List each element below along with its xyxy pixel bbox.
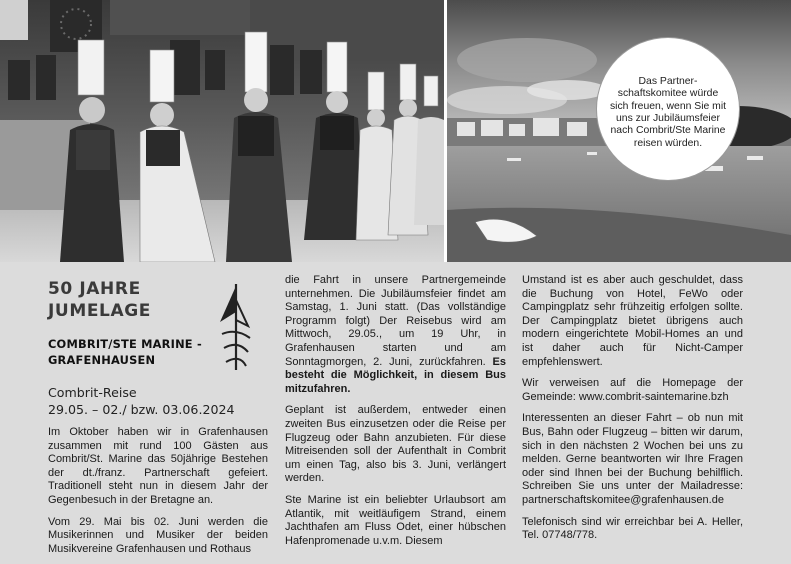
photo-strip (0, 0, 791, 262)
article-subtitle: COMBRIT/STE MARINE - GRAFENHAUSEN (48, 337, 202, 367)
column-2 (285, 274, 506, 556)
badge-text: Das Partnerschaftskomitee würde sich freuen, wenn Sie mit uns zur Jubiläumsfeier nach Combrit/Ste Marine reisen würden. (609, 75, 727, 149)
paragraph: Interessenten an dieser Fahrt – ob nun mit Bus, Bahn oder Flugzeug – bitten wir darum, sich in den nächsten 2 Wochen bei uns zu melden. Gerne beantworten wir Ihre Fragen oder sind Ihnen bei der Buchung behilflich. Schreiben Sie uns unter der Mailadresse: partnerschaftskomitee@grafenhausen.de (522, 412, 743, 506)
trip-label: Combrit-Reise (48, 385, 137, 400)
bold-callout: Es besteht die Möglichkeit, in diesem Bus mitzufahren. (285, 355, 507, 395)
jumelage-logo-icon (212, 282, 256, 374)
paragraph (285, 274, 506, 396)
paragraph: Ste Marine ist ein beliebter Urlaubsort am Atlantik, mit weitläufigem Strand, einem Jachthafen am Fluss Odet, einer hübschen Hafenpromenade u.v.m. Diesem (285, 493, 506, 547)
column-3 (522, 274, 743, 551)
trip-dates: 29.05. – 02./ bzw. 03.06.2024 (48, 402, 235, 417)
paragraph: Umstand ist es aber auch geschuldet, dass die Buchung von Hotel, FeWo oder Campingplatz sehr frühzeitig erfolgen sollte. Der Campingplatz bietet übrigens auch modern eingerichtete Mobil-Homes an und ist daher auch für Nicht-Camper empfehlenswert. (522, 274, 743, 368)
paragraph: Telefonisch sind wir erreichbar bei A. Heller, Tel. 07748/778. (522, 515, 743, 542)
paragraph: Geplant ist außerdem, entweder einen zweiten Bus einzusetzen oder die Reise per Flugzeug oder Bahn anzubieten. Für diese Mitreisenden soll der Aufenthalt in Combrit um einen Tag, also bis 3. Juni, verlängert werden. (285, 404, 506, 485)
paragraph: Im Oktober haben wir in Grafenhausen zusammen mit rund 100 Gästen aus Combrit/St. Marine das 50jährige Bestehen der dt./franz. Partnerschaft gefeiert. Traditionell steht nun in diesem Jahr der Gegenbesuch in der Bretagne an. (48, 426, 268, 506)
quote-badge (597, 38, 739, 180)
column-1 (48, 426, 268, 564)
article-title: 50 JAHRE JUMELAGE (48, 279, 152, 321)
article (0, 262, 791, 559)
paragraph-text: die Fahrt in unsere Partnergemeinde unternehmen. Die Jubiläumsfeier findet am Samstag, 1. Juni statt. (Das vollständige Programm folgt) Der Reisebus wird am Mittwoch, 29.05., um 19 Uhr, in Grafenhausen starten und am Sonntagmorgen, 2. Juni, zurückfahren. (285, 274, 506, 368)
paragraph: Wir verweisen auf die Homepage der Gemeinde: www.combrit-saintemarine.bzh (522, 377, 743, 403)
photo-breton-dancers (0, 0, 444, 262)
paragraph: Vom 29. Mai bis 02. Juni werden die Musikerinnen und Musiker der beiden Musikvereine Grafenhausen und Rothaus (48, 515, 268, 555)
